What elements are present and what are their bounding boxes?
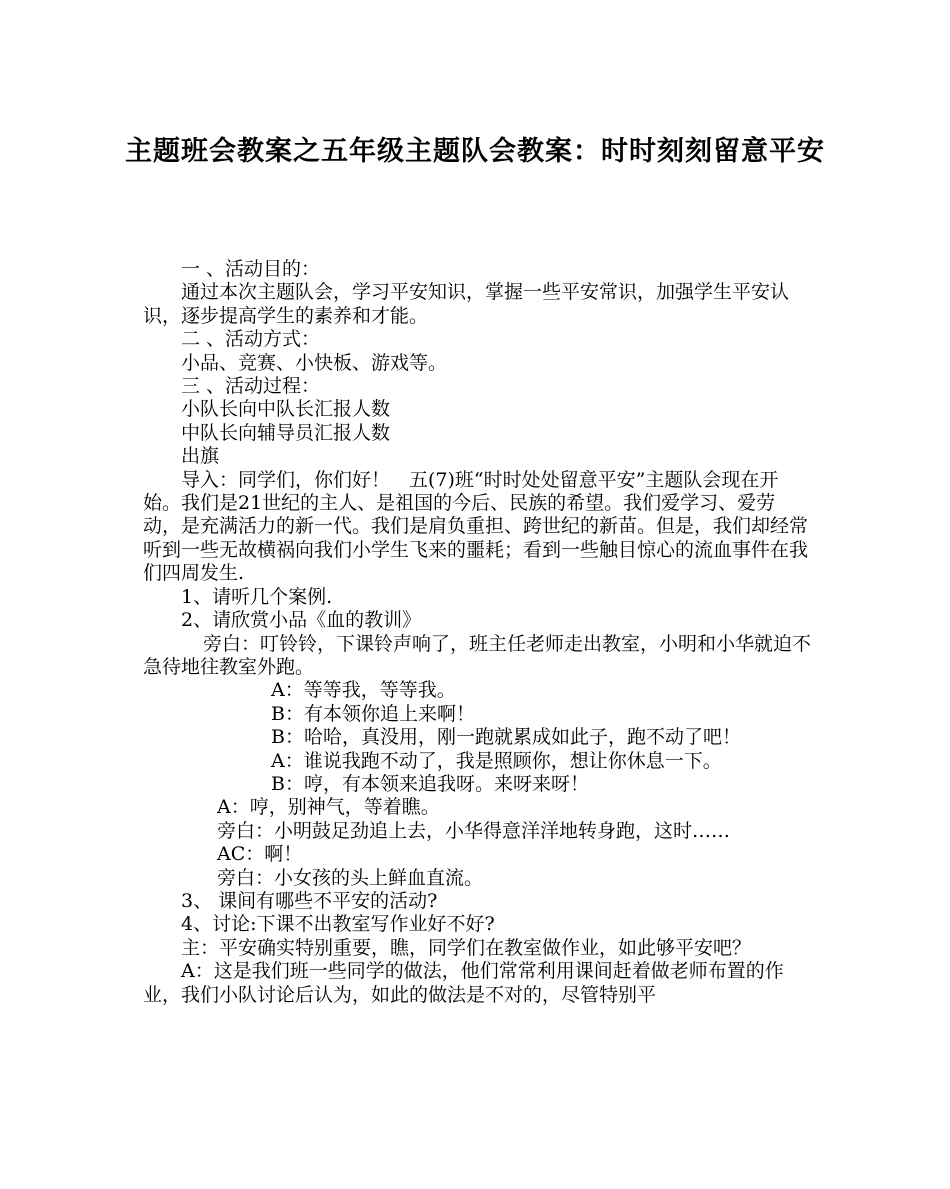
paragraph: 小品、竞赛、小快板、游戏等。 <box>181 351 448 374</box>
paragraph: 通过本次主题队会，学习平安知识，掌握一些平安常识，加强学生平安认识，逐步提高学生的素养和才能。 <box>143 281 790 327</box>
narration-line: 旁白：小明鼓足劲追上去，小华得意洋洋地转身跑，这时…… <box>217 819 731 842</box>
narration-line: 旁白：小女孩的头上鲜血直流。 <box>217 866 484 889</box>
paragraph: 3、 课间有哪些不平安的活动? <box>181 889 438 912</box>
dialogue-line: A：等等我，等等我。 <box>271 679 456 702</box>
dialogue-line: A：哼，别神气，等着瞧。 <box>217 796 440 819</box>
dialogue-line: B：哈哈，真没用，刚一跑就累成如此子，跑不动了吧！ <box>271 726 741 749</box>
section-heading: 二 、活动方式： <box>181 328 321 351</box>
paragraph: 出旗 <box>181 445 220 468</box>
paragraph: 主：平安确实特别重要，瞧，同学们在教室做作业，如此够平安吧？ <box>181 936 752 959</box>
paragraph: 1、请听几个案例. <box>181 585 333 608</box>
document-body <box>143 258 811 1007</box>
paragraph: 中队长向辅导员汇报人数 <box>181 421 391 444</box>
dialogue-line: B：哼，有本领来追我呀。来呀来呀！ <box>271 772 589 795</box>
section-heading: 一 、活动目的： <box>181 258 321 280</box>
section-heading: 三 、活动过程： <box>181 375 321 398</box>
dialogue-line: AC：啊！ <box>217 843 303 866</box>
document-title: 主题班会教案之五年级主题队会教案：时时刻刻留意平安 <box>125 136 825 167</box>
dialogue-line: B：有本领你追上来啊！ <box>271 702 475 725</box>
paragraph: 4、讨论:下课不出教室写作业好不好? <box>181 913 495 936</box>
paragraph: 小队长向中队长汇报人数 <box>181 398 391 421</box>
paragraph: 导入：同学们，你们好！ 五(7)班“时时处处留意平安”主题队会现在开始。我们是21世纪的主人、是祖国的今后、民族的希望。我们爱学习、爱劳动，是充满活力的新一代。我们是肩负重担、跨世纪的新苗。但是，我们却经常听到一些无故横祸向我们小学生飞来的噩耗；看到一些触目惊心的流血事件在我们四周发生. <box>143 468 809 585</box>
paragraph: A：这是我们班一些同学的做法，他们常常利用课间赶着做老师布置的作业，我们小队讨论后认为，如此的做法是不对的，尽管特别平 <box>143 960 784 1006</box>
dialogue-line: A：谁说我跑不动了，我是照顾你，想让你休息一下。 <box>271 749 722 772</box>
narration-line: 旁白：叮铃铃，下课铃声响了，班主任老师走出教室，小明和小华就迫不急待地往教室外跑。 <box>143 632 812 678</box>
paragraph: 2、请欣赏小品《血的教训》 <box>181 609 422 632</box>
